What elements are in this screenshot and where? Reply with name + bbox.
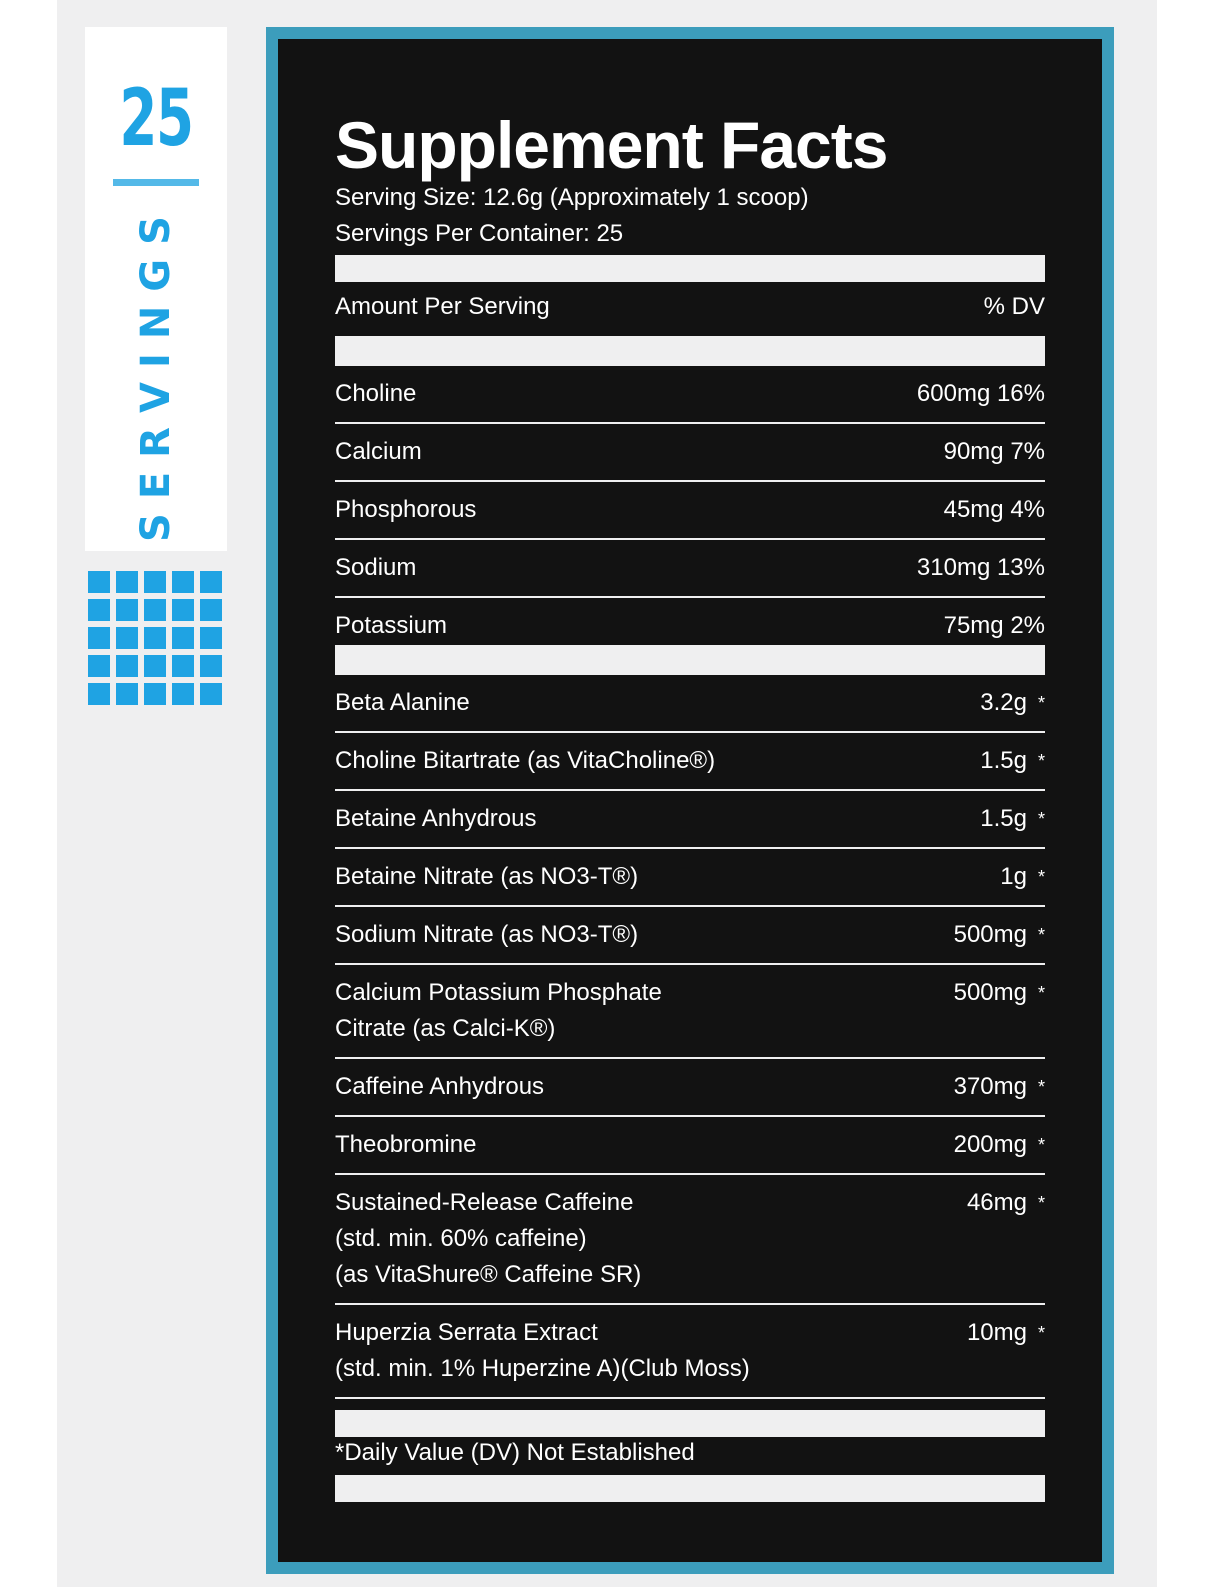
grid-square [200,571,222,593]
grid-square [172,599,194,621]
servings-divider [113,179,199,186]
grid-square [144,655,166,677]
nutrient-name: Potassium [335,612,448,639]
dv-not-established-mark: * [1037,809,1045,829]
header-daily-value: % DV [983,293,1045,320]
grid-square [172,683,194,705]
nutrient-name: Calcium [335,438,422,465]
ingredient-name: Beta Alanine [335,689,470,716]
ingredients-list [335,675,1045,1399]
dv-not-established-mark: * [1037,1323,1045,1343]
grid-square [200,683,222,705]
divider-bar [335,1475,1045,1502]
ingredient-row [335,675,1045,733]
grid-square [88,571,110,593]
servings-label: SERVINGS [133,202,179,542]
divider-bar [335,645,1045,675]
dv-not-established-mark: * [1037,1193,1045,1213]
minerals-list [335,366,1045,654]
grid-square [144,683,166,705]
servings-number: 25 [119,74,193,164]
ingredient-row [335,1059,1045,1117]
divider-bar [335,255,1045,282]
ingredient-amount: 1g * [1000,859,1045,895]
grid-square [200,655,222,677]
divider-bar [335,1410,1045,1437]
grid-square [116,627,138,649]
serving-size: Serving Size: 12.6g (Approximately 1 scoop) [335,184,809,211]
nutrient-name: Sodium [335,554,417,581]
dv-not-established-mark: * [1037,751,1045,771]
grid-square [116,683,138,705]
ingredient-name: Betaine Nitrate (as NO3-T®) [335,863,639,890]
grid-square [88,599,110,621]
footnote: *Daily Value (DV) Not Established [335,1439,695,1466]
ingredient-row [335,965,1045,1059]
mineral-row [335,366,1045,424]
nutrient-amount: 45mg 4% [943,496,1045,523]
amount-header [335,293,1045,321]
grid-square [200,627,222,649]
ingredient-amount: 370mg * [954,1069,1045,1105]
nutrient-name: Choline [335,380,417,407]
ingredient-amount: 500mg * [954,975,1045,1011]
grid-square [172,655,194,677]
ingredient-row [335,1305,1045,1399]
ingredient-name: Betaine Anhydrous [335,805,537,832]
ingredient-name: Theobromine [335,1131,477,1158]
ingredient-name: Caffeine Anhydrous [335,1073,545,1100]
grid-square [116,655,138,677]
ingredient-name: Calcium Potassium Phosphate Citrate (as Calci-K®) [335,979,662,1042]
ingredient-row [335,907,1045,965]
ingredient-row [335,791,1045,849]
supplement-facts-panel [266,27,1114,1574]
grid-square [88,627,110,649]
grid-square [144,571,166,593]
grid-square [144,627,166,649]
nutrient-amount: 75mg 2% [943,612,1045,639]
divider-bar [335,336,1045,366]
nutrient-amount: 90mg 7% [943,438,1045,465]
grid-square [88,655,110,677]
grid-square [172,627,194,649]
ingredient-name: Sustained-Release Caffeine (std. min. 60% caffeine) (as VitaShure® Caffeine SR) [335,1189,642,1288]
dv-not-established-mark: * [1037,983,1045,1003]
nutrient-amount: 310mg 13% [916,554,1045,581]
dv-not-established-mark: * [1037,925,1045,945]
grid-square [172,571,194,593]
grid-square [200,599,222,621]
ingredient-amount: 200mg * [954,1127,1045,1163]
ingredient-amount: 500mg * [954,917,1045,953]
facts-title: Supplement Facts [335,108,888,182]
nutrient-amount: 600mg 16% [916,380,1045,407]
servings-per-container: Servings Per Container: 25 [335,220,624,247]
ingredient-row [335,849,1045,907]
ingredient-name: Huperzia Serrata Extract (std. min. 1% Huperzine A)(Club Moss) [335,1319,750,1382]
dv-not-established-mark: * [1037,693,1045,713]
ingredient-name: Choline Bitartrate (as VitaCholine®) [335,747,716,774]
mineral-row [335,424,1045,482]
servings-badge [85,27,227,551]
grid-square [144,599,166,621]
mineral-row [335,482,1045,540]
dv-not-established-mark: * [1037,867,1045,887]
grid-square [88,683,110,705]
ingredient-amount: 3.2g * [980,685,1045,721]
ingredient-amount: 1.5g * [980,801,1045,837]
ingredient-row [335,1117,1045,1175]
ingredient-row [335,1175,1045,1305]
ingredient-amount: 10mg * [967,1315,1045,1351]
mineral-row [335,540,1045,598]
ingredient-name: Sodium Nitrate (as NO3-T®) [335,921,639,948]
supplement-facts-label [278,39,1102,1562]
ingredient-amount: 46mg * [967,1185,1045,1221]
ingredient-row [335,733,1045,791]
nutrient-name: Phosphorous [335,496,477,523]
servings-grid [88,571,226,705]
ingredient-amount: 1.5g * [980,743,1045,779]
grid-square [116,599,138,621]
header-amount-per-serving: Amount Per Serving [335,293,550,320]
dv-not-established-mark: * [1037,1135,1045,1155]
dv-not-established-mark: * [1037,1077,1045,1097]
grid-square [116,571,138,593]
